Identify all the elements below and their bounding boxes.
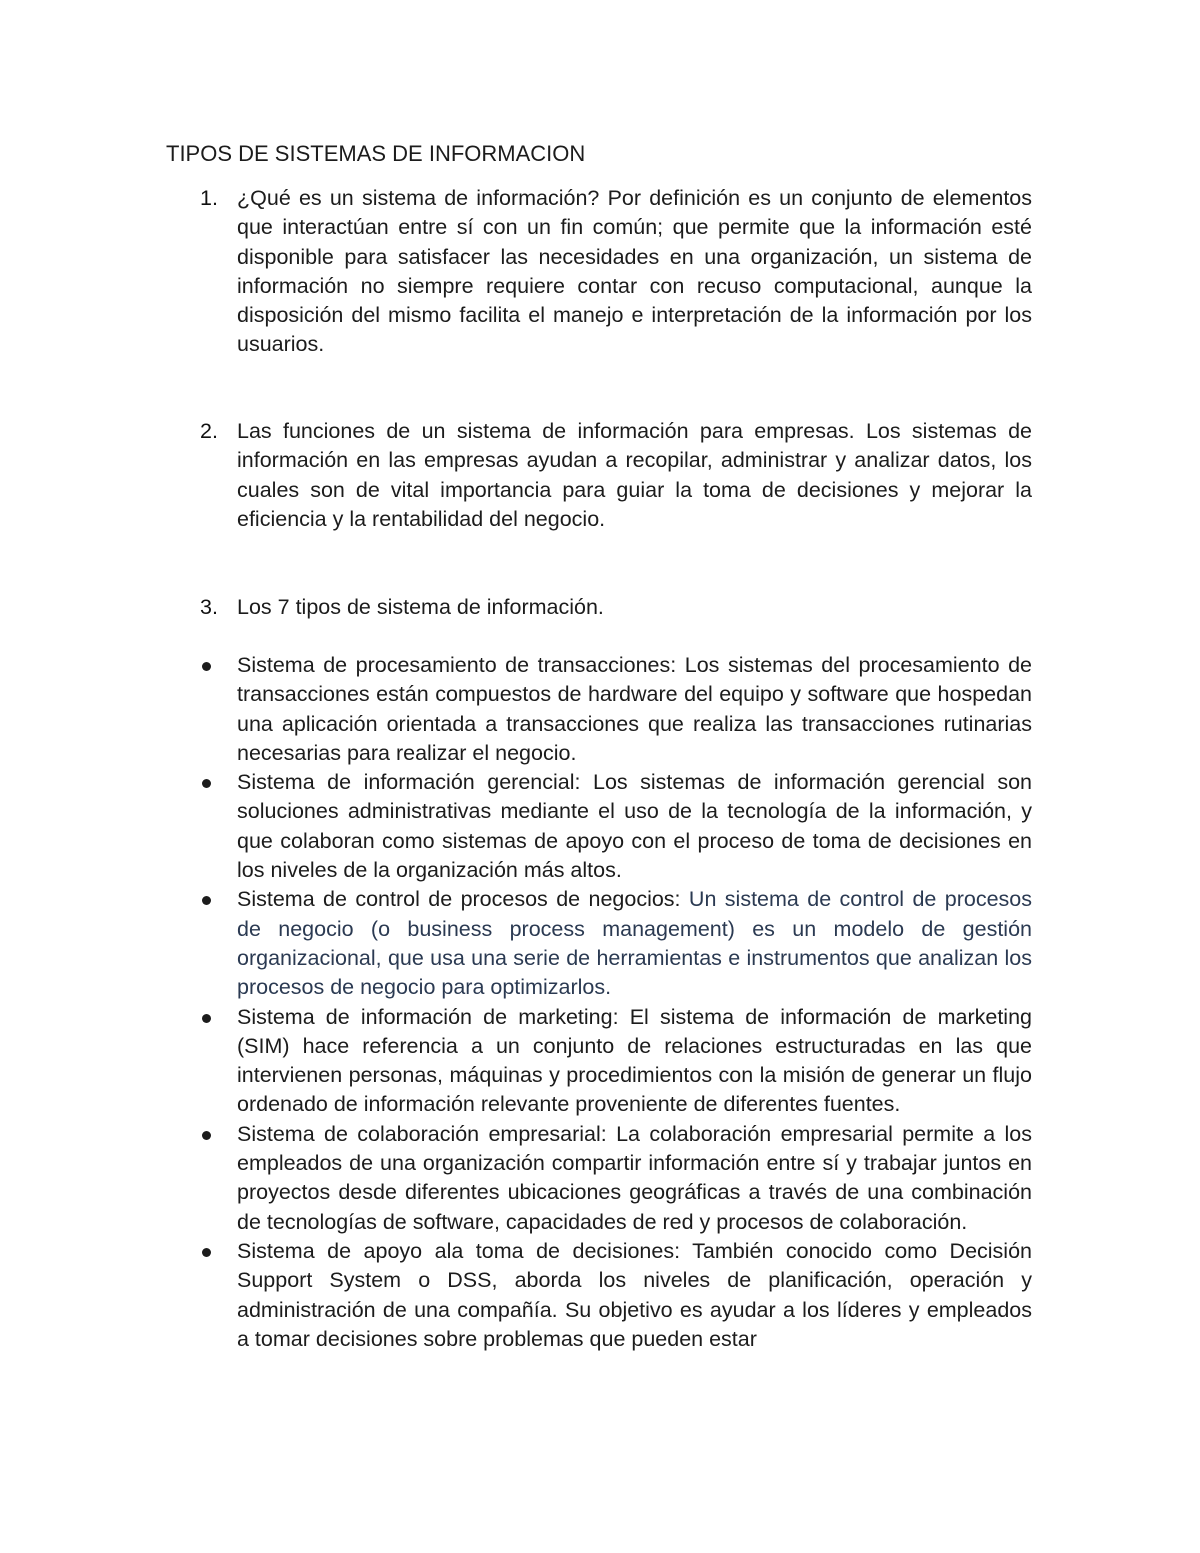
bullet-item-text: Sistema de procesamiento de transacciones: Los sistemas del procesamiento de transacciones están compuestos de hardware del equipo y software que hospedan una aplicación orientada a transacciones que realiza las transacciones rutinarias necesarias para realizar el negocio. <box>237 653 1032 765</box>
bullet-item-gerencial <box>200 768 1032 885</box>
bullet-item-transacciones <box>200 651 1032 768</box>
bullet-item-rest: Un sistema de control de procesos de negocio (o business process management) es un modelo de gestión organizacional, que usa una serie de herramientas e instrumentos que analizan los procesos de negocio para optimizarlos. <box>237 887 1033 1000</box>
numbered-item-3 <box>200 593 1032 622</box>
bullet-item-lead: Sistema de control de procesos de negocios: <box>237 887 689 912</box>
bullet-item-text: Sistema de colaboración empresarial: La colaboración empresarial permite a los empleados de una organización compartir información entre sí y trabajar juntos en proyectos desde diferentes ubicaciones geográficas a través de una combinación de tecnologías de software, capacidades de red y procesos de colaboración. <box>237 1121 1032 1234</box>
numbered-item-text: ¿Qué es un sistema de información? Por definición es un conjunto de elementos que interactúan entre sí con un fin común; que permite que la información esté disponible para satisfacer las necesidades en una organización, un sistema de información no siempre requiere contar con recuso computacional, aunque la disposición del mismo facilita el manejo e interpretación de la información por los usuarios. <box>237 186 1032 357</box>
numbered-item-text: Los 7 tipos de sistema de información. <box>237 595 604 619</box>
bullet-item-control-procesos <box>200 885 1032 1002</box>
bullet-icon <box>202 896 211 905</box>
bullet-icon <box>202 1014 211 1023</box>
numbered-item-2 <box>200 417 1032 534</box>
bullet-item-marketing <box>200 1003 1032 1120</box>
numbered-item-1 <box>200 184 1032 360</box>
bullet-item-text: Sistema de información de marketing: El sistema de información de marketing (SIM) hace referencia a un conjunto de relaciones estructuradas en las que intervienen personas, máquinas y procedimientos con la misión de generar un flujo ordenado de información relevante proveniente de diferentes fuentes. <box>237 1004 1032 1117</box>
bullet-item-text <box>237 885 1032 1002</box>
numbered-item-text: Las funciones de un sistema de información para empresas. Los sistemas de información en las empresas ayudan a recopilar, administrar y analizar datos, los cuales son de vital importancia para guiar la toma de decisiones y mejorar la eficiencia y la rentabilidad del negocio. <box>237 419 1032 531</box>
list-number: 3. <box>200 595 218 619</box>
bullet-icon <box>202 779 211 788</box>
bullet-item-text: Sistema de información gerencial: Los sistemas de información gerencial son soluciones administrativas mediante el uso de la tecnología de la información, y que colaboran como sistemas de apoyo con el proceso de toma de decisiones en los niveles de la organización más altos. <box>237 770 1032 883</box>
bullet-item-colaboracion <box>200 1120 1032 1237</box>
bullet-list <box>200 651 1032 1354</box>
document-title: TIPOS DE SISTEMAS DE INFORMACION <box>166 141 586 166</box>
bullet-item-text: Sistema de apoyo ala toma de decisiones: También conocido como Decisión Support System o DSS, aborda los niveles de planificación, operación y administración de una compañía. Su objetivo es ayudar a los líderes y empleados a tomar decisiones sobre problemas que pueden estar <box>237 1238 1032 1351</box>
bullet-icon <box>202 662 211 671</box>
list-number: 2. <box>200 419 218 443</box>
bullet-icon <box>202 1248 211 1257</box>
list-number: 1. <box>200 186 218 210</box>
bullet-icon <box>202 1131 211 1140</box>
bullet-item-apoyo-decisiones <box>200 1237 1032 1354</box>
